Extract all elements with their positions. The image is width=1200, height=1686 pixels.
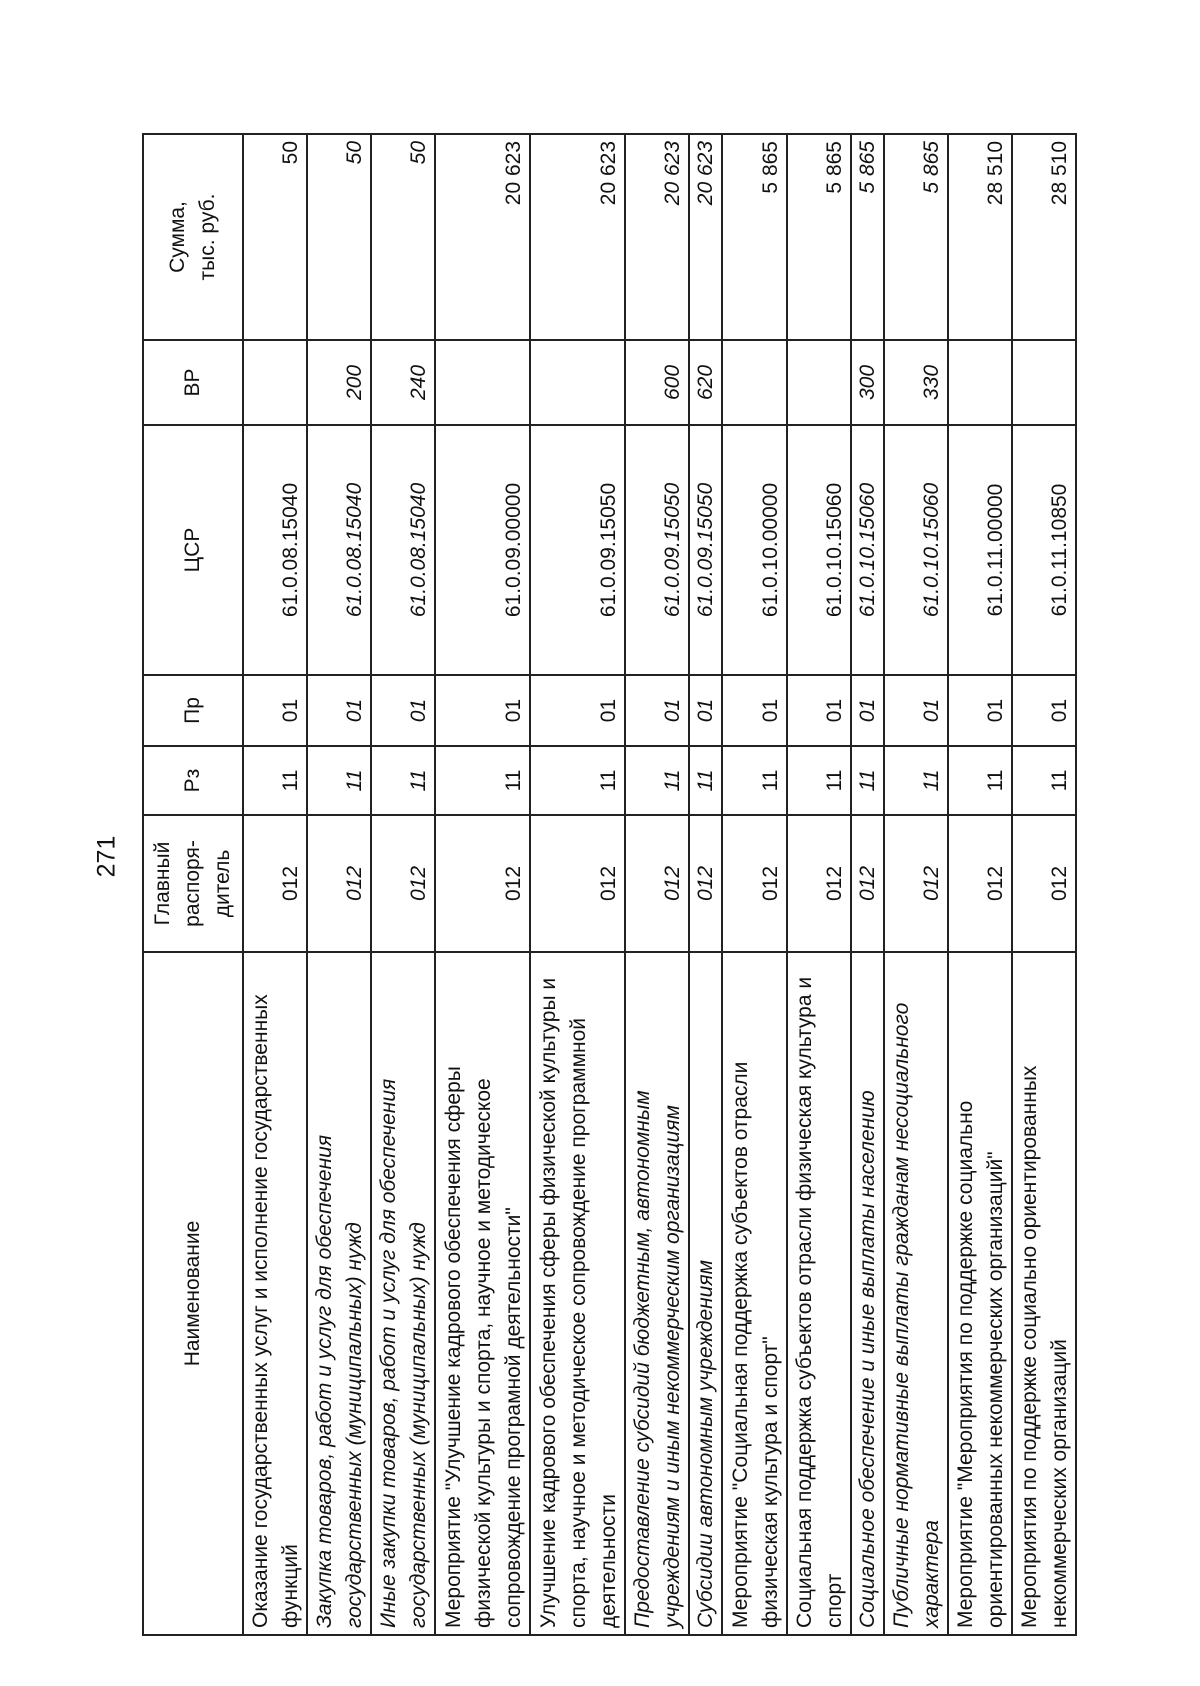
cell-csr: 61.0.10.15060 [884,425,948,675]
table-row [1012,134,1076,1635]
cell-pr: 01 [307,675,371,746]
cell-name: Закупка товаров, работ и услуг для обеспечения государственных (муниципальных) нужд [307,952,371,1635]
cell-rz: 11 [851,746,884,815]
cell-grbs: 012 [948,815,1012,952]
cell-grbs: 012 [530,815,625,952]
cell-vr [722,340,786,425]
cell-pr: 01 [625,675,689,746]
cell-vr [1012,340,1076,425]
cell-rz: 11 [884,746,948,815]
cell-rz: 11 [689,746,722,815]
cell-pr: 01 [884,675,948,746]
cell-pr: 01 [435,675,530,746]
cell-rz: 11 [530,746,625,815]
cell-csr: 61.0.10.15060 [851,425,884,675]
table-body [243,134,1076,1635]
cell-csr: 61.0.10.15060 [787,425,851,675]
cell-name: Социальная поддержка субъектов отрасли физическая культура и спорт [787,952,851,1635]
rotated-page-content [142,135,1077,1636]
table-row [243,134,307,1635]
table-row [689,134,722,1635]
cell-sum: 20 623 [435,134,530,340]
cell-sum: 5 865 [851,134,884,340]
cell-csr: 61.0.09.15050 [625,425,689,675]
table-row [625,134,689,1635]
cell-name: Улучшение кадрового обеспечения сферы физической культуры и спорта, научное и методическое сопровождение программной деятельности [530,952,625,1635]
table-row [948,134,1012,1635]
cell-sum: 20 623 [530,134,625,340]
cell-grbs: 012 [625,815,689,952]
cell-name: Публичные нормативные выплаты гражданам несоциального характера [884,952,948,1635]
cell-sum: 50 [243,134,307,340]
cell-vr [435,340,530,425]
cell-grbs: 012 [787,815,851,952]
table-row [530,134,625,1635]
cell-pr: 01 [851,675,884,746]
cell-pr: 01 [371,675,435,746]
cell-vr: 300 [851,340,884,425]
cell-sum: 20 623 [625,134,689,340]
cell-sum: 5 865 [787,134,851,340]
header-sum-line: Сумма, [166,201,189,273]
cell-rz: 11 [787,746,851,815]
cell-vr [530,340,625,425]
cell-grbs: 012 [435,815,530,952]
table-row [371,134,435,1635]
header-grbs-line: дитель [211,849,234,918]
header-grbs-line: распоря- [181,840,204,927]
table-row [851,134,884,1635]
cell-rz: 11 [722,746,786,815]
cell-vr [948,340,1012,425]
cell-csr: 61.0.08.15040 [371,425,435,675]
cell-pr: 01 [787,675,851,746]
table-row [307,134,371,1635]
cell-pr: 01 [689,675,722,746]
cell-sum: 20 623 [689,134,722,340]
cell-csr: 61.0.09.15050 [689,425,722,675]
cell-rz: 11 [435,746,530,815]
cell-rz: 11 [625,746,689,815]
cell-sum: 28 510 [948,134,1012,340]
cell-rz: 11 [243,746,307,815]
budget-table [142,133,1077,1636]
cell-sum: 50 [371,134,435,340]
cell-vr [787,340,851,425]
cell-vr: 200 [307,340,371,425]
cell-rz: 11 [1012,746,1076,815]
cell-vr: 330 [884,340,948,425]
cell-csr: 61.0.09.00000 [435,425,530,675]
cell-vr: 240 [371,340,435,425]
cell-vr [243,340,307,425]
cell-sum: 50 [307,134,371,340]
cell-pr: 01 [530,675,625,746]
cell-sum: 5 865 [884,134,948,340]
table-header-row [143,134,243,1635]
cell-csr: 61.0.08.15040 [307,425,371,675]
header-name: Наименование [143,952,243,1635]
table-row [884,134,948,1635]
cell-grbs: 012 [851,815,884,952]
cell-vr: 620 [689,340,722,425]
cell-name: Оказание государственных услуг и исполнение государственных функций [243,952,307,1635]
cell-grbs: 012 [722,815,786,952]
header-pr: Пр [143,675,243,746]
cell-pr: 01 [243,675,307,746]
cell-pr: 01 [948,675,1012,746]
cell-rz: 11 [371,746,435,815]
cell-grbs: 012 [884,815,948,952]
header-csr: ЦСР [143,425,243,675]
cell-rz: 11 [948,746,1012,815]
cell-csr: 61.0.09.15050 [530,425,625,675]
cell-grbs: 012 [307,815,371,952]
cell-name: Мероприятие "Социальная поддержка субъектов отрасли физическая культура и спорт" [722,952,786,1635]
cell-pr: 01 [1012,675,1076,746]
cell-name: Иные закупки товаров, работ и услуг для обеспечения государственных (муниципальных) нужд [371,952,435,1635]
table-row [722,134,786,1635]
header-vr: ВР [143,340,243,425]
cell-grbs: 012 [371,815,435,952]
cell-name: Субсидии автономным учреждениям [689,952,722,1635]
header-grbs [143,815,243,952]
cell-grbs: 012 [1012,815,1076,952]
cell-name: Предоставление субсидий бюджетным, автономным учреждениям и иным некоммерческим организациям [625,952,689,1635]
cell-rz: 11 [307,746,371,815]
table-row [787,134,851,1635]
cell-pr: 01 [722,675,786,746]
cell-csr: 61.0.11.10850 [1012,425,1076,675]
header-grbs-line: Главный [151,841,174,926]
cell-name: Социальное обеспечение и иные выплаты населению [851,952,884,1635]
cell-name: Мероприятие "Улучшение кадрового обеспечения сферы физической культуры и спорта, научное и методическое сопровождение програмной деятельности" [435,952,530,1635]
cell-name: Мероприятие "Мероприятия по поддержке социально ориентированных некоммерческих организаций" [948,952,1012,1635]
cell-grbs: 012 [689,815,722,952]
cell-sum: 5 865 [722,134,786,340]
cell-csr: 61.0.08.15040 [243,425,307,675]
header-sum [143,134,243,340]
cell-csr: 61.0.10.00000 [722,425,786,675]
table-row [435,134,530,1635]
page-number: 271 [92,835,121,878]
cell-sum: 28 510 [1012,134,1076,340]
cell-grbs: 012 [243,815,307,952]
header-sum-line: тыс. руб. [196,193,219,281]
header-rz: Рз [143,746,243,815]
cell-name: Мероприятия по поддержке социально ориентированных некоммерческих организаций [1012,952,1076,1635]
cell-vr: 600 [625,340,689,425]
cell-csr: 61.0.11.00000 [948,425,1012,675]
